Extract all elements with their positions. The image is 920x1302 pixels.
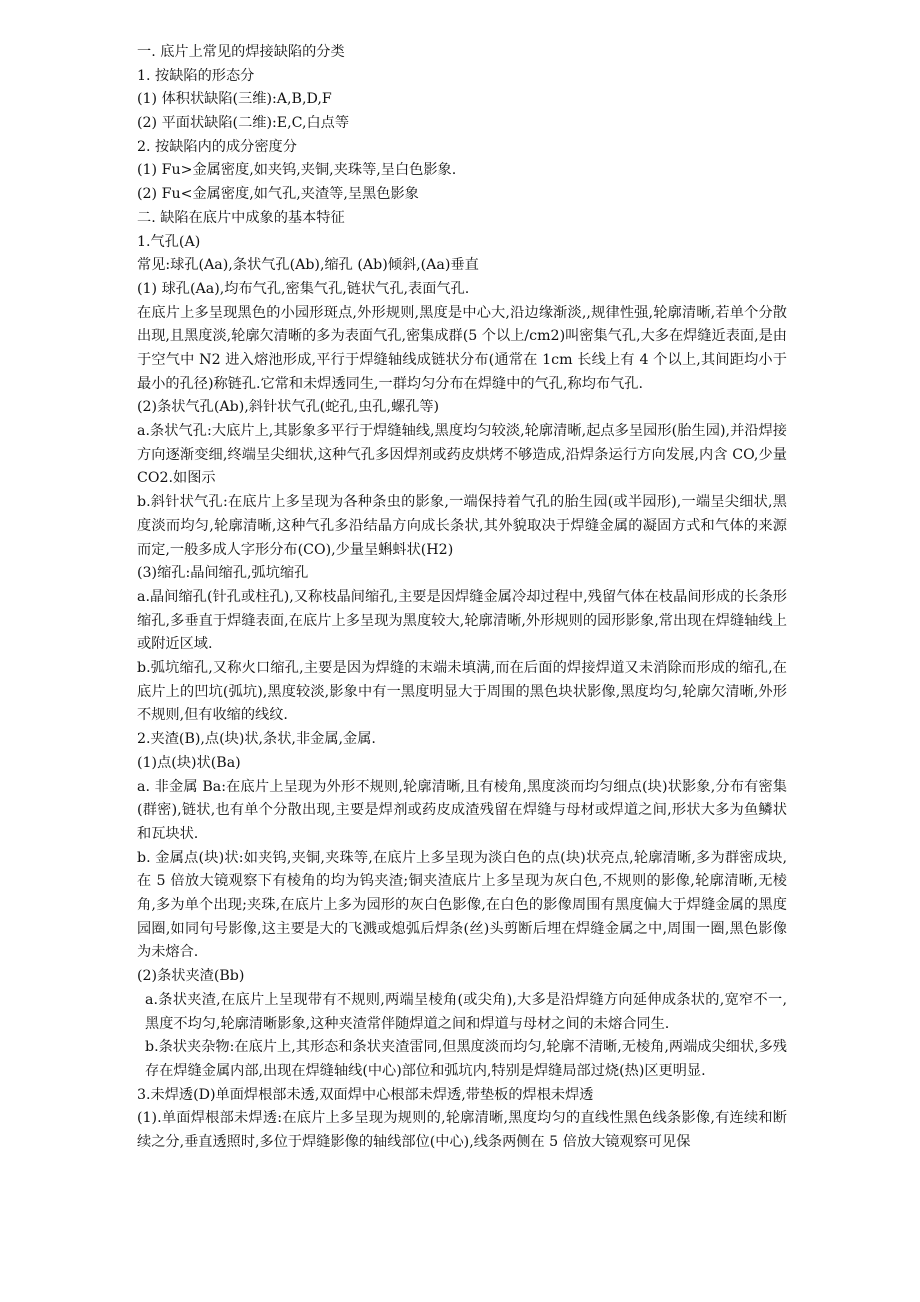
item-planar-defects: (2) 平面状缺陷(二维):E,C,白点等	[137, 115, 350, 132]
item-linear-slag: (2)条状夹渣(Bb)	[137, 968, 245, 985]
item-porosity: 1.气孔(A)	[137, 233, 201, 250]
item-point-slag: (1)点(块)状(Ba)	[137, 754, 241, 771]
paragraph-linear-slag: a.条状夹渣,在底片上呈现带有不规则,两端呈棱角(或尖角),大多是沿焊缝方向延伸成条状的,宽窄不一,黑度不均匀,轮廓清晰影象,这种夹渣常伴随焊道之间和焊道与母材之间的未熔合同生.	[145, 991, 787, 1032]
heading-imaging-features: 二. 缺陷在底片中成象的基本特征	[137, 209, 345, 226]
heading-defect-classification: 一. 底片上常见的焊接缺陷的分类	[137, 44, 345, 60]
paragraph-elongated-pores: a.条状气孔:大底片上,其影象多平行于焊缝轴线,黑度均匀较淡,轮廓清晰,起点多呈园形(胎生园),并沿焊接方向逐渐变细,终端呈尖细状,这种气孔多因焊剂或药皮烘烤不够造成,沿焊条运行方向发展,内含 CO,少量 CO2.如图示	[137, 423, 787, 487]
paragraph-linear-inclusions: b.条状夹杂物:在底片上,其形态和条状夹渣雷同,但黑度淡而均匀,轮廓不清晰,无棱角,两端成尖细状,多残存在焊缝金属内部,出现在焊缝轴线(中心)部位和弧坑内,特别是焊缝局部过烧(热)区更明显.	[145, 1039, 787, 1079]
item-shrinkage: (3)缩孔:晶间缩孔,弧坑缩孔	[137, 565, 309, 582]
item-incomplete-penetration: 3.未焊透(D)单面焊根部未透,双面焊中心根部未焊透,带垫板的焊根未焊透	[137, 1086, 594, 1103]
item-high-density: (1) Fu>金属密度,如夹钨,夹铜,夹珠等,呈白色影象.	[137, 162, 457, 179]
document-page	[137, 41, 787, 1155]
item-common-porosity: 常见:球孔(Aa),条状气孔(Ab),缩孔 (Ab)倾斜,(Aa)垂直	[137, 257, 479, 274]
paragraph-spherical-pores: 在底片上多呈现黑色的小园形斑点,外形规则,黑度是中心大,沿边缘渐淡,,规律性强,轮廓清晰,若单个分散出现,且黑度淡,轮廓欠清晰的多为表面气孔,密集成群(5 个以上/cm2)叫密集气孔,大多在焊缝近表面,是由于空气中 N2 进入熔池形成,平行于焊缝轴线成链状分布(通常在 1cm 长线上有 4 个以上,其间距均小于最小的孔径)称链孔.它常和未焊透同生,一群均匀分布在焊缝中的气孔,称均布气孔.	[137, 304, 787, 392]
item-volume-defects: (1) 体积状缺陷(三维):A,B,D,F	[137, 91, 332, 108]
item-by-shape: 1. 按缺陷的形态分	[137, 67, 255, 84]
item-by-density: 2. 按缺陷内的成分密度分	[137, 138, 297, 155]
item-slag-inclusion: 2.夹渣(B),点(块)状,条状,非金属,金属.	[137, 731, 376, 748]
item-elongated-pores: (2)条状气孔(Ab),斜针状气孔(蛇孔,虫孔,螺孔等)	[137, 399, 440, 416]
paragraph-crater-shrinkage: b.弧坑缩孔,又称火口缩孔,主要是因为焊缝的末端未填满,而在后面的焊接焊道又未消除而形成的缩孔,在底片上的凹坑(弧坑),黑度较淡,影象中有一黑度明显大于周围的黑色块状影像,黑度均匀,轮廓欠清晰,外形不规则,但有收缩的线纹.	[137, 660, 787, 724]
paragraph-interdendritic-shrinkage: a.晶间缩孔(针孔或柱孔),又称枝晶间缩孔,主要是因焊缝金属冷却过程中,残留气体在枝晶间形成的长条形缩孔,多垂直于焊缝表面,在底片上多呈现为黑度较大,轮廓清晰,外形规则的园形影象,常出现在焊缝轴线上或附近区域.	[137, 588, 787, 653]
item-low-density: (2) Fu<金属密度,如气孔,夹渣等,呈黑色影象	[137, 186, 419, 203]
paragraph-nonmetal-slag: a. 非金属 Ba:在底片上呈现为外形不规则,轮廓清晰,且有棱角,黑度淡而均匀细点(块)状影象,分布有密集(群密),链状,也有单个分散出现,主要是焊剂或药皮成渣残留在焊缝与母材或焊道之间,形状大多为鱼鳞状和瓦块状.	[137, 778, 787, 842]
item-spherical-pores: (1) 球孔(Aa),均布气孔,密集气孔,链状气孔,表面气孔.	[137, 280, 470, 297]
paragraph-oblique-pores: b.斜针状气孔:在底片上多呈现为各种条虫的影象,一端保持着气孔的胎生园(或半园形),一端呈尖细状,黑度淡而均匀,轮廓清晰,这种气孔多沿结晶方向成长条状,其外貌取决于焊缝金属的凝固方式和气体的来源而定,一般多成人字形分布(CO),少量呈蝌蚪状(H2)	[137, 494, 787, 558]
paragraph-single-side-penetration: (1).单面焊根部未焊透:在底片上多呈现为规则的,轮廓清晰,黑度均匀的直线性黑色线条影像,有连续和断续之分,垂直透照时,多位于焊缝影像的轴线部位(中心),线条两侧在 5 倍放大镜观察可见保	[137, 1110, 787, 1151]
paragraph-metal-slag: b. 金属点(块)状:如夹钨,夹铜,夹珠等,在底片上多呈现为淡白色的点(块)状亮点,轮廓清晰,多为群密成块,在 5 倍放大镜观察下有棱角的均为钨夹渣;铜夹渣底片上多呈现为灰白色,不规则的影像,轮廓清晰,无棱角,多为单个出现;夹珠,在底片上多为园形的灰白色影像,在白色的影像周围有黑度偏大于焊缝金属的黑度园圈,如同句号影像,这主要是大的飞溅或熄弧后焊条(丝)头剪断后埋在焊缝金属之中,周围一圈,黑色影像为未熔合.	[137, 849, 787, 961]
